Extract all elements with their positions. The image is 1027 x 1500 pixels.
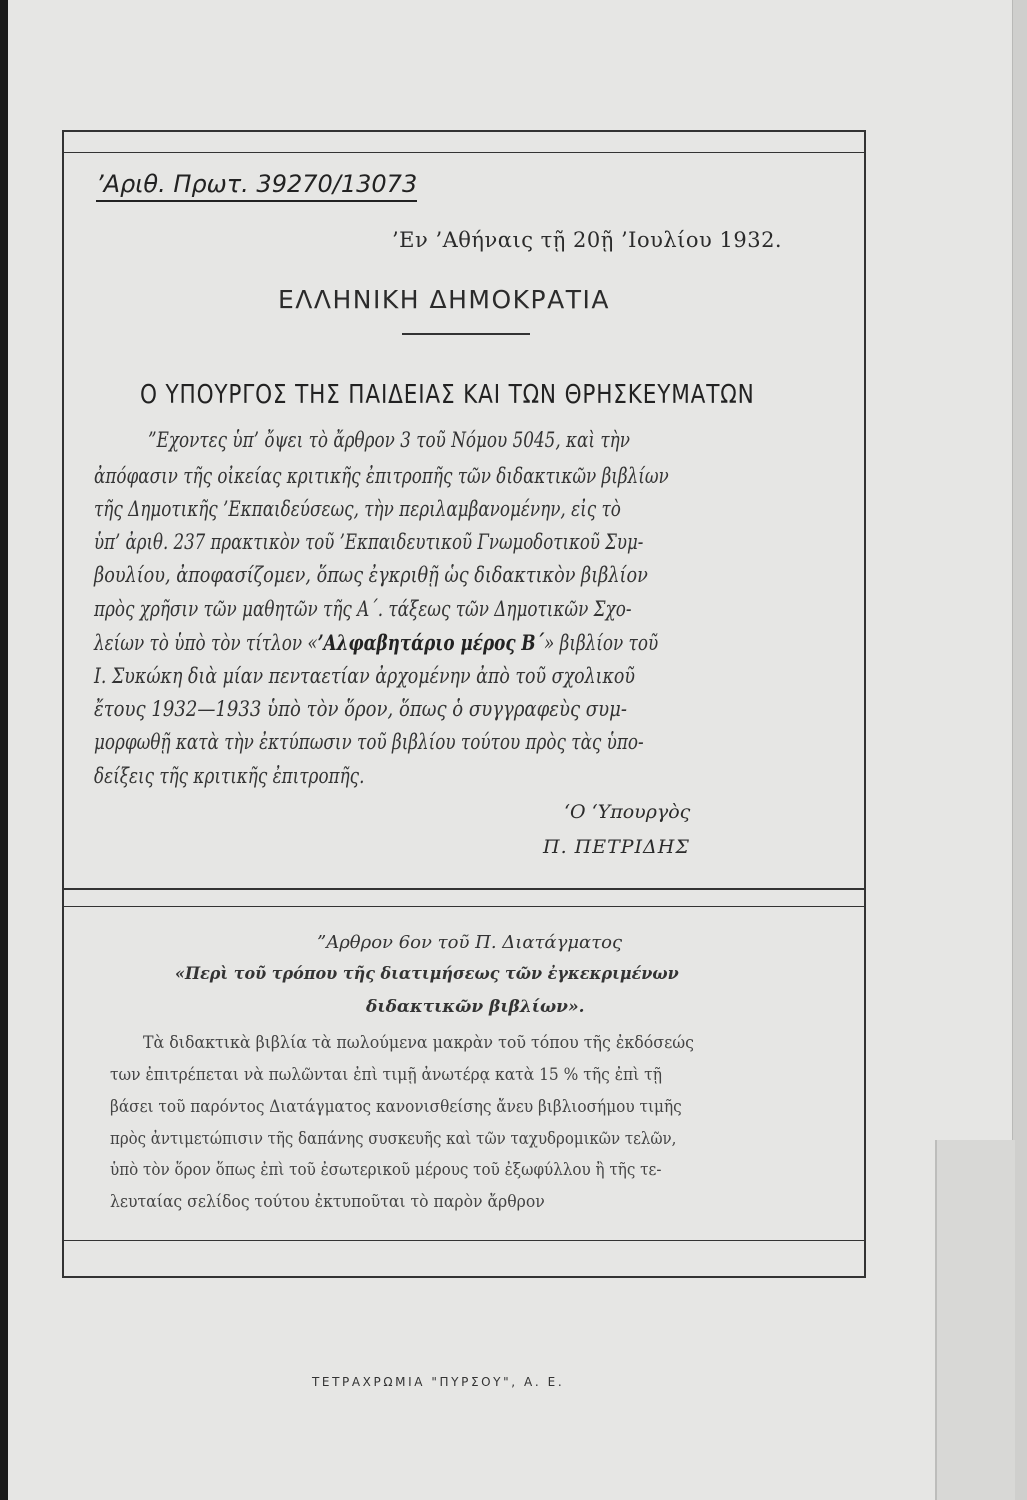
frame-top-rule-inner [62,152,864,153]
heading-minister: Ο ΥΠΟΥΡΓΟΣ ΤΗΣ ΠΑΙΔΕΙΑΣ ΚΑΙ ΤΩΝ ΘΡΗΣΚΕΥΜΑΤΩΝ [140,380,755,410]
decision-line-8: Ι. Συκώκη διὰ μίαν πενταετίαν ἀρχομένην ἀπὸ τοῦ σχολικοῦ [94,664,636,688]
book-title: ’Αλφαβητάριο μέρος Β΄ [317,630,545,655]
decision-line-7-pre: λείων τὸ ὑπὸ τὸν τίτλον « [94,631,318,655]
decision-line-1: ”Εχοντες ὑπ’ ὄψει τὸ ἄρθρον 3 τοῦ Νόμου 5045, καὶ τὴν [148,428,630,452]
decision-line-5: βουλίου, ἀποφασίζομεν, ὅπως ἐγκριθῇ ὡς διδακτικὸν βιβλίον [94,563,648,587]
heading-republic: ΕΛΛΗΝΙΚΗ ΔΗΜΟΚΡΑΤΙΑ [278,285,610,314]
decision-line-10: μορφωθῇ κατὰ τὴν ἐκτύπωσιν τοῦ βιβλίου τούτου πρὸς τὰς ὑπο- [94,730,644,754]
article-title: ”Αρθρον 6ον τοῦ Π. Διατάγματος [317,932,623,953]
decision-line-7-post: » βιβλίον τοῦ [544,631,659,655]
heading-rule [402,333,530,335]
dateline: ’Εν ’Αθήναις τῇ 20ῇ ’Ιουλίου 1932. [392,228,783,252]
decision-line-3: τῆς Δημοτικῆς ’Εκπαιδεύσεως, τὴν περιλαμβανομένην, εἰς τὸ [94,497,621,521]
article-line-1: Τὰ διδακτικὰ βιβλία τὰ πωλούμενα μακρὰν τοῦ τόπου τῆς ἐκδόσεώς [143,1033,695,1053]
printer-credit: ΤΕΤΡΑΧΡΩΜΙΑ "ΠΥΡΣΟΥ", Α. Ε. [312,1375,565,1389]
article-line-2: των ἐπιτρέπεται νὰ πωλῶνται ἐπὶ τιμῇ ἀνωτέρᾳ κατὰ 15 % τῆς ἐπὶ τῇ [110,1065,663,1085]
decision-line-11: δείξεις τῆς κριτικῆς ἐπιτροπῆς. [94,764,365,788]
tape-strip [935,1140,1015,1500]
decision-line-7 [94,630,658,655]
section-divider-lower [62,906,864,907]
article-line-5: ὑπὸ τὸν ὅρον ὅπως ἐπὶ τοῦ ἐσωτερικοῦ μέρους τοῦ ἐξωφύλλου ἢ τῆς τε- [110,1160,662,1180]
protocol-number: ’Αριθ. Πρωτ. 39270/13073 [96,170,417,202]
section-divider [62,888,864,890]
signature-name: Π. ΠΕΤΡΙΔΗΣ [543,836,690,858]
article-line-3: βάσει τοῦ παρόντος Διατάγματος κανονισθείσης ἄνευ βιβλιοσήμου τιμῆς [110,1097,682,1117]
article-subtitle-1: «Περὶ τοῦ τρόπου τῆς διατιμήσεως τῶν ἐγκεκριμένων [175,964,679,984]
article-line-6: λευταίας σελίδος τούτου ἐκτυποῦται τὸ παρὸν ἄρθρον [110,1192,545,1212]
article-subtitle-2: διδακτικῶν βιβλίων». [366,997,585,1017]
article-line-4: πρὸς ἀντιμετώπισιν τῆς δαπάνης συσκευῆς καὶ τῶν ταχυδρομικῶν τελῶν, [110,1129,677,1149]
decision-line-2: ἀπόφασιν τῆς οἰκείας κριτικῆς ἐπιτροπῆς τῶν διδακτικῶν βιβλίων [94,464,669,488]
article-bottom-rule [62,1240,864,1241]
signature-title: ‘Ο ‘Υπουργὸς [564,801,691,823]
decision-line-6: πρὸς χρῆσιν τῶν μαθητῶν τῆς Α΄. τάξεως τῶν Δημοτικῶν Σχο- [94,597,632,621]
frame-top-rule [62,130,864,132]
decision-line-4: ὑπ’ ἀριθ. 237 πρακτικὸν τοῦ ’Εκπαιδευτικοῦ Γνωμοδοτικοῦ Συμ- [94,530,644,554]
frame-bottom-rule [62,1276,864,1278]
decision-line-9: ἔτους 1932—1933 ὑπὸ τὸν ὅρον, ὅπως ὁ συγγραφεὺς συμ- [94,697,627,721]
